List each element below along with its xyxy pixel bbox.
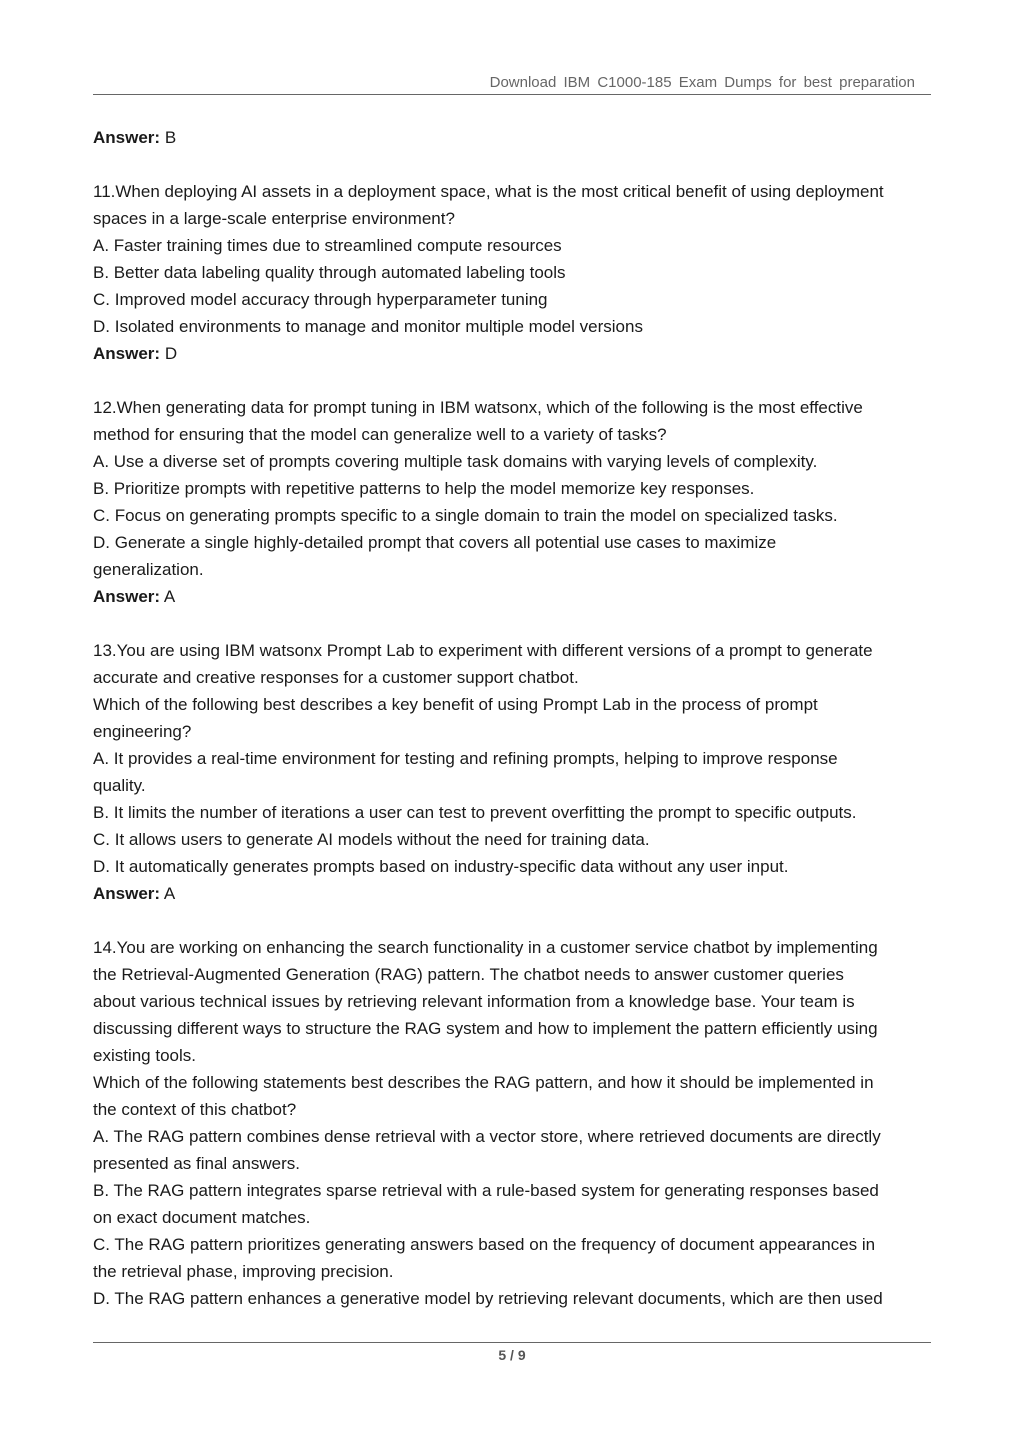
question-text: accurate and creative responses for a customer support chatbot. (93, 668, 579, 687)
question-text: the Retrieval-Augmented Generation (RAG) pattern. The chatbot needs to answer customer queries (93, 965, 844, 984)
answer-line (93, 340, 935, 367)
question-text: 14.You are working on enhancing the search functionality in a customer service chatbot by implementing (93, 938, 878, 957)
answer-option: presented as final answers. (93, 1154, 300, 1173)
answer-option: A. Faster training times due to streamlined compute resources (93, 236, 562, 255)
answer-option: B. The RAG pattern integrates sparse retrieval with a rule-based system for generating responses based (93, 1181, 879, 1200)
answer-value: D (164, 344, 178, 363)
question-block (93, 934, 935, 1312)
question-block (93, 178, 935, 394)
question-text: about various technical issues by retrieving relevant information from a knowledge base. Your team is (93, 992, 855, 1011)
question-text: the context of this chatbot? (93, 1100, 297, 1119)
answer-option: B. Better data labeling quality through automated labeling tools (93, 263, 566, 282)
answer-option: A. The RAG pattern combines dense retrieval with a vector store, where retrieved documents are directly (93, 1127, 881, 1146)
answer-option: C. Focus on generating prompts specific to a single domain to train the model on specialized tasks. (93, 506, 838, 525)
answer-option: B. Prioritize prompts with repetitive patterns to help the model memorize key responses. (93, 479, 755, 498)
page-footer (93, 1342, 931, 1363)
document-body (93, 124, 935, 1312)
answer-option: C. Improved model accuracy through hyperparameter tuning (93, 290, 548, 309)
answer-option: C. It allows users to generate AI models without the need for training data. (93, 830, 650, 849)
answer-line (93, 880, 935, 907)
answer-option: D. Generate a single highly-detailed prompt that covers all potential use cases to maximize (93, 533, 777, 552)
question-text: discussing different ways to structure the RAG system and how to implement the pattern efficiently using (93, 1019, 878, 1038)
answer-line (93, 583, 935, 610)
answer-option: C. The RAG pattern prioritizes generating answers based on the frequency of document appearances in (93, 1235, 876, 1254)
question-text: spaces in a large-scale enterprise environment? (93, 209, 455, 228)
answer-label: Answer: (93, 128, 161, 147)
answer-option: A. Use a diverse set of prompts covering multiple task domains with varying levels of complexity. (93, 452, 818, 471)
page-header (93, 72, 931, 95)
answer-value: A (163, 884, 176, 903)
answer-label: Answer: (93, 587, 161, 606)
question-block (93, 637, 935, 934)
answer-option: D. It automatically generates prompts based on industry-specific data without any user input. (93, 857, 789, 876)
answer-line (93, 124, 935, 151)
question-text: 13.You are using IBM watsonx Prompt Lab to experiment with different versions of a prompt to generate (93, 641, 873, 660)
answer-label: Answer: (93, 344, 161, 363)
question-text: 12.When generating data for prompt tuning in IBM watsonx, which of the following is the most effective (93, 398, 863, 417)
question-text: engineering? (93, 722, 192, 741)
answer-label: Answer: (93, 884, 161, 903)
answer-option: D. Isolated environments to manage and monitor multiple model versions (93, 317, 643, 336)
answer-option: A. It provides a real-time environment for testing and refining prompts, helping to improve response (93, 749, 838, 768)
answer-option: B. It limits the number of iterations a user can test to prevent overfitting the prompt to specific outputs. (93, 803, 857, 822)
answer-option: D. The RAG pattern enhances a generative model by retrieving relevant documents, which are then used (93, 1289, 883, 1308)
answer-value: A (163, 587, 176, 606)
header-text: Download IBM C1000-185 Exam Dumps for best preparation (489, 74, 915, 91)
question-text: Which of the following statements best describes the RAG pattern, and how it should be implemented in (93, 1073, 874, 1092)
question-block (93, 394, 935, 637)
question-text: method for ensuring that the model can generalize well to a variety of tasks? (93, 425, 667, 444)
answer-option: generalization. (93, 560, 204, 579)
answer-option: on exact document matches. (93, 1208, 311, 1227)
answer-value: B (164, 128, 177, 147)
question-text: Which of the following best describes a key benefit of using Prompt Lab in the process of prompt (93, 695, 818, 714)
answer-option: quality. (93, 776, 146, 795)
answer-option: the retrieval phase, improving precision. (93, 1262, 394, 1281)
page-number: 5 / 9 (498, 1347, 526, 1363)
question-text: 11.When deploying AI assets in a deployment space, what is the most critical benefit of using deployment (93, 182, 884, 201)
question-list (93, 178, 935, 1312)
question-text: existing tools. (93, 1046, 196, 1065)
